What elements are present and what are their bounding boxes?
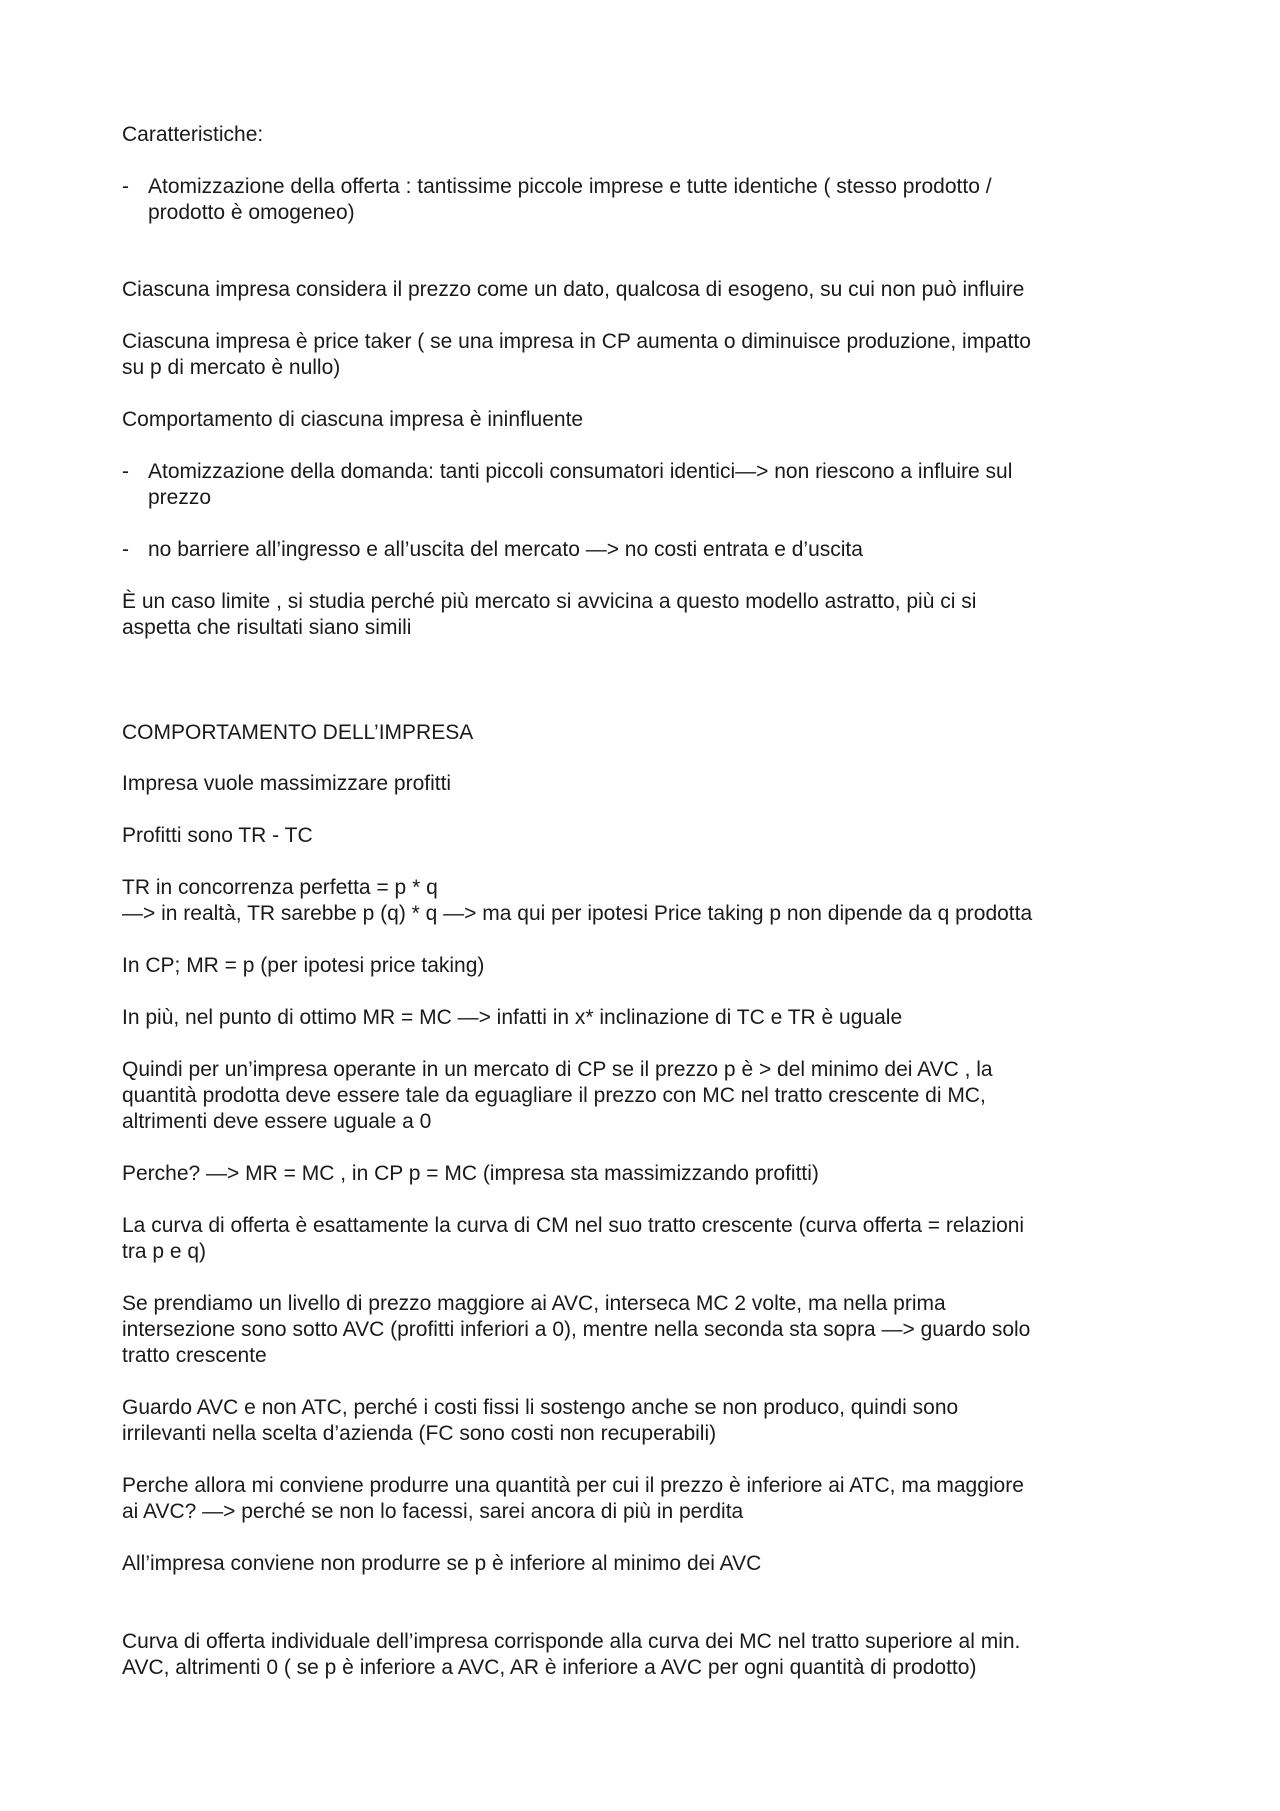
para-line: intersezione sono sotto AVC (profitti inferiori a 0), mentre nella seconda sta sopra —> guardo solo	[122, 1318, 1031, 1341]
para-curva-offerta	[122, 1213, 1172, 1265]
para-massimizzare: Impresa vuole massimizzare profitti	[122, 772, 452, 795]
bullet-text: no barriere all’ingresso e all’uscita del mercato —> no costi entrata e d’uscita	[148, 538, 863, 561]
para-line: altrimenti deve essere uguale a 0	[122, 1110, 432, 1133]
para-line: Curva di offerta individuale dell’impresa corrisponde alla curva dei MC nel tratto superiore al min.	[122, 1630, 1021, 1653]
para-perche: Perche? —> MR = MC , in CP p = MC (impresa sta massimizzando profitti)	[122, 1162, 819, 1185]
para-line: Se prendiamo un livello di prezzo maggiore ai AVC, interseca MC 2 volte, ma nella prima	[122, 1292, 946, 1315]
bullet-barriere	[122, 537, 1172, 563]
heading-caratteristiche: Caratteristiche:	[122, 123, 264, 146]
para-line: Perche allora mi conviene produrre una quantità per cui il prezzo è inferiore ai ATC, ma maggiore	[122, 1474, 1024, 1497]
para-quindi	[122, 1057, 1172, 1135]
para-ininfluente: Comportamento di ciascuna impresa è ininfluente	[122, 408, 584, 431]
para-avc-atc	[122, 1395, 1172, 1447]
para-line: tratto crescente	[122, 1344, 267, 1367]
para-price-taker	[122, 329, 1172, 381]
para-ottimo: In più, nel punto di ottimo MR = MC —> infatti in x* inclinazione di TC e TR è uguale	[122, 1006, 903, 1029]
para-line: tra p e q)	[122, 1240, 207, 1263]
bullet-text-line2: prodotto è omogeneo)	[148, 201, 355, 224]
para-line: aspetta che risultati siano simili	[122, 616, 412, 639]
para-prezzo-dato: Ciascuna impresa considera il prezzo come un dato, qualcosa di esogeno, su cui non può influire	[122, 278, 1025, 301]
para-line: Ciascuna impresa è price taker ( se una impresa in CP aumenta o diminuisce produzione, impatto	[122, 330, 1031, 353]
para-line: irrilevanti nella scelta d’azienda (FC sono costi non recuperabili)	[122, 1422, 717, 1445]
bullet-text-line1: Atomizzazione della offerta : tantissime piccole imprese e tutte identiche ( stesso prodotto /	[148, 175, 992, 198]
para-curva-individuale	[122, 1629, 1172, 1681]
para-line: —> in realtà, TR sarebbe p (q) * q —> ma qui per ipotesi Price taking p non dipende da q prodotta	[122, 902, 1033, 925]
bullet-atomizzazione-domanda	[122, 459, 1172, 511]
para-mr-p: In CP; MR = p (per ipotesi price taking)	[122, 954, 485, 977]
para-line: quantità prodotta deve essere tale da eguagliare il prezzo con MC nel tratto crescente di MC,	[122, 1084, 986, 1107]
para-line: Guardo AVC e non ATC, perché i costi fissi li sostengo anche se non produco, quindi sono	[122, 1396, 959, 1419]
para-line: TR in concorrenza perfetta = p * q	[122, 876, 438, 899]
bullet-marker: -	[122, 175, 129, 198]
para-profitti: Profitti sono TR - TC	[122, 824, 313, 847]
para-line: È un caso limite , si studia perché più mercato si avvicina a questo modello astratto, più ci si	[122, 590, 977, 613]
heading-comportamento: COMPORTAMENTO DELL’IMPRESA	[122, 721, 474, 744]
bullet-marker: -	[122, 538, 129, 561]
para-line: La curva di offerta è esattamente la curva di CM nel suo tratto crescente (curva offerta = relazioni	[122, 1214, 1025, 1237]
para-non-produrre: All’impresa conviene non produrre se p è inferiore al minimo dei AVC	[122, 1552, 762, 1575]
para-conviene	[122, 1473, 1172, 1525]
para-caso-limite	[122, 589, 1172, 641]
bullet-atomizzazione-offerta	[122, 174, 1172, 226]
para-line: AVC, altrimenti 0 ( se p è inferiore a AVC, AR è inferiore a AVC per ogni quantità di prodotto)	[122, 1656, 977, 1679]
para-livello	[122, 1291, 1172, 1369]
para-line: su p di mercato è nullo)	[122, 356, 341, 379]
para-line: Quindi per un’impresa operante in un mercato di CP se il prezzo p è > del minimo dei AVC , la	[122, 1058, 993, 1081]
para-tr	[122, 875, 1172, 927]
para-line: ai AVC? —> perché se non lo facessi, sarei ancora di più in perdita	[122, 1500, 744, 1523]
bullet-text-line2: prezzo	[148, 486, 212, 509]
bullet-marker: -	[122, 460, 129, 483]
bullet-text-line1: Atomizzazione della domanda: tanti piccoli consumatori identici—> non riescono a influire sul	[148, 460, 1013, 483]
